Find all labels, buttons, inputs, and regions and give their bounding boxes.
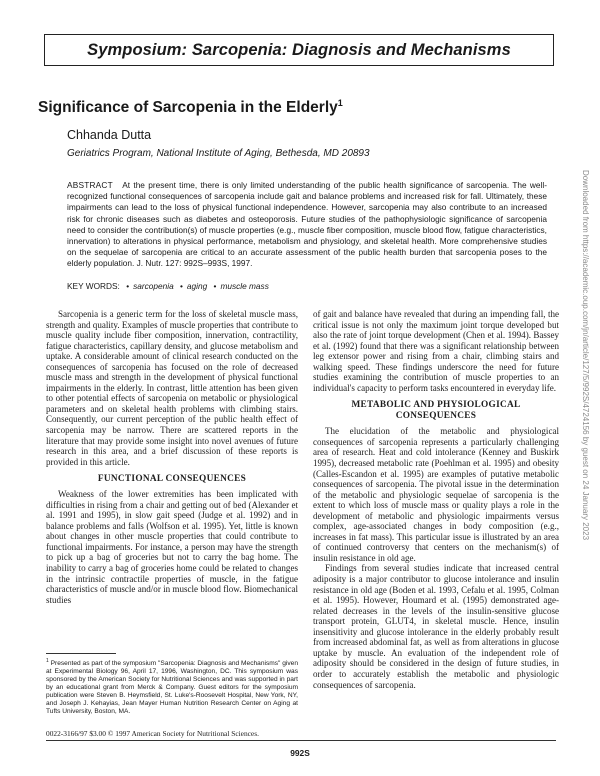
keyword-bullet: • bbox=[126, 281, 130, 291]
intro-paragraph: Sarcopenia is a generic term for the loss of skeletal muscle mass, strength and quality. Examples of muscle properties that contribute to muscle quality include fiber composition, innervation, contractility, fatigue characteristics, capillary density, and glucose metabolism and uptake. A considerable amount of clinical research conducted on the consequences of sarcopenia has focused on the role of decreased muscle mass and strength in the development of physical functional impairments in the elderly. In contrast, little attention has been given to other potential effects of sarcopenia on metabolic or physiological parameters and on skeletal health problems with climbing stairs. Consequently, our current perception of the public health effect of sarcopenia may be narrow. There are scattered reports in the literature that may provide some insight into novel avenues of future research in this area, and a brief discussion of these reports is provided in this article. bbox=[46, 309, 298, 467]
section-heading-metabolic: METABOLIC AND PHYSIOLOGICAL CONSEQUENCES bbox=[351, 400, 521, 422]
author-name: Chhanda Dutta bbox=[67, 128, 152, 142]
abstract-citation: J. Nutr. 127: 992S–993S, 1997. bbox=[136, 258, 253, 269]
footnote-mark: 1 bbox=[46, 658, 49, 664]
page-number: 992S bbox=[290, 748, 310, 758]
keywords bbox=[67, 281, 547, 291]
abstract-text: At the present time, there is only limited understanding of the public health significance of sarcopenia. The well-recognized functional consequences of sarcopenia include gait and balance problems and increased risk for fall. Ultimately, these impairments can lead to the loss of physical functional independence. However, sarcopenia may also contribute to an increased risk for chronic diseases such as diabetes and osteoporosis. Future studies of the pathophysiologic significance of sarcopenia need to consider the contribution(s) of muscle properties (e.g., muscle fiber composition, muscle blood flow, fatigue characteristics, innervation) to alterations in physical performance, metabolism and physiology, and skeletal health. More comprehensive studies on the sequelae of sarcopenia are critical to an accurate assessment of the public health burden that sarcopenia poses to the elderly population. bbox=[67, 180, 547, 269]
bottom-rule bbox=[46, 740, 556, 741]
footnote-rule bbox=[46, 653, 116, 654]
keywords-label: KEY WORDS: bbox=[67, 281, 120, 291]
keyword-bullet: • bbox=[213, 281, 217, 291]
footnote bbox=[46, 658, 298, 716]
symposium-banner: Symposium: Sarcopenia: Diagnosis and Mechanisms bbox=[44, 34, 554, 66]
abstract bbox=[67, 180, 547, 270]
article-title-text: Significance of Sarcopenia in the Elderly bbox=[38, 99, 338, 117]
keyword-item: sarcopenia bbox=[133, 281, 174, 291]
keyword-bullet: • bbox=[180, 281, 183, 291]
functional-paragraph: Weakness of the lower extremities has been implicated with difficulties in rising from a chair and getting out of bed (Alexander et al. 1991 and 1995), in slow gait speed (Judge et al. 1992) and in balance problems and falls (Wolfson et al. 1995). Yet, little is known about changes in other muscle properties that could contribute to functional impairments. For instance, a person may have the strength to pick up a bag of groceries but not to carry the bag home. The inability to carry a bag of groceries home could be related to changes in the intrinsic contractile properties of muscle, in the fatigue characteristics of muscle and/or in muscle blood flow. Biomechanical studies bbox=[46, 489, 298, 605]
section-heading-functional: FUNCTIONAL CONSEQUENCES bbox=[97, 474, 247, 485]
copyright-line: 0022-3166/97 $3.00 © 1997 American Society for Nutritional Sciences. bbox=[46, 729, 259, 738]
abstract-label: ABSTRACT bbox=[67, 180, 113, 190]
findings-paragraph: Findings from several studies indicate that increased central adiposity is a major contributor to glucose intolerance and insulin resistance in old age (Boden et al. 1993, Cefalu et al. 1995, Colman et al. 1995). However, Houmard et al. (1995) demonstrated age-related decreases in the levels of the insulin-sensitive glucose transport protein, GLUT4, in skeletal muscle. Hence, insulin insensitivity and glucose intolerance in the elderly probably result from increased abdominal fat, as well as from alterations in glucose uptake by muscle. An evaluation of the independent role of adiposity should be considered in the design of future studies, in order to accurately establish the metabolic and physiologic consequences of sarcopenia. bbox=[313, 563, 559, 690]
footnote-text: Presented as part of the symposium "Sarcopenia: Diagnosis and Mechanisms" given at Experimental Biology 96, April 17, 1996, Washington, DC. This symposium was sponsored by the American Society for Nutritional Sciences and was supported in part by an educational grant from Merck & Company. Guest editors for the symposium publication were Steven B. Heymsfield, St. Luke's-Roosevelt Hospital, New York, NY, and Joseph J. Kehayias, Jean Mayer Human Nutrition Research Center on Aging at Tufts University, Boston, MA. bbox=[46, 660, 298, 715]
metabolic-paragraph: The elucidation of the metabolic and physiological consequences of sarcopenia represents a particularly challenging area of research. Heat and cold intolerance (Kenney and Buskirk 1995), decreased metabolic rate (Poehlman et al. 1995) and obesity (Calles-Escandon et al. 1995) are examples of putative metabolic consequences of sarcopenia. The pivotal issue in the determination of the metabolic and physiologic sequelae of sarcopenia is the extent to which loss of muscle mass or quality plays a role in the development of metabolic and physiologic impairments versus complex, age-associated changes in body composition (e.g., increases in fat mass). This particular issue is illustrated by an area of continued controversy that centers on the mechanism(s) of insulin resistance in old age. bbox=[313, 426, 559, 563]
title-footnote-mark[interactable]: 1 bbox=[337, 98, 343, 108]
keyword-item: aging bbox=[186, 281, 208, 291]
right-column bbox=[313, 309, 559, 690]
keyword-item: muscle mass bbox=[220, 281, 269, 291]
left-column bbox=[46, 309, 298, 605]
article-title bbox=[38, 98, 343, 117]
author-affiliation: Geriatrics Program, National Institute of Aging, Bethesda, MD 20893 bbox=[67, 148, 370, 159]
download-watermark[interactable]: Downloaded from https://academic.oup.com/jn/article/127/5/992S/4724156 by guest on 24 January 2023 bbox=[581, 170, 590, 541]
continued-paragraph: of gait and balance have revealed that during an impending fall, the critical issue is not only the maximum joint torque developed but also the rate of joint torque development (Chen et al. 1994). Bassey et al. (1992) found that there was a significant relationship between leg extensor power and rising from a chair, climbing stairs and walking speed. These findings underscore the need for future studies examining the contribution of muscle properties to an individual's capacity to perform tasks encountered in everyday life. bbox=[313, 309, 559, 393]
